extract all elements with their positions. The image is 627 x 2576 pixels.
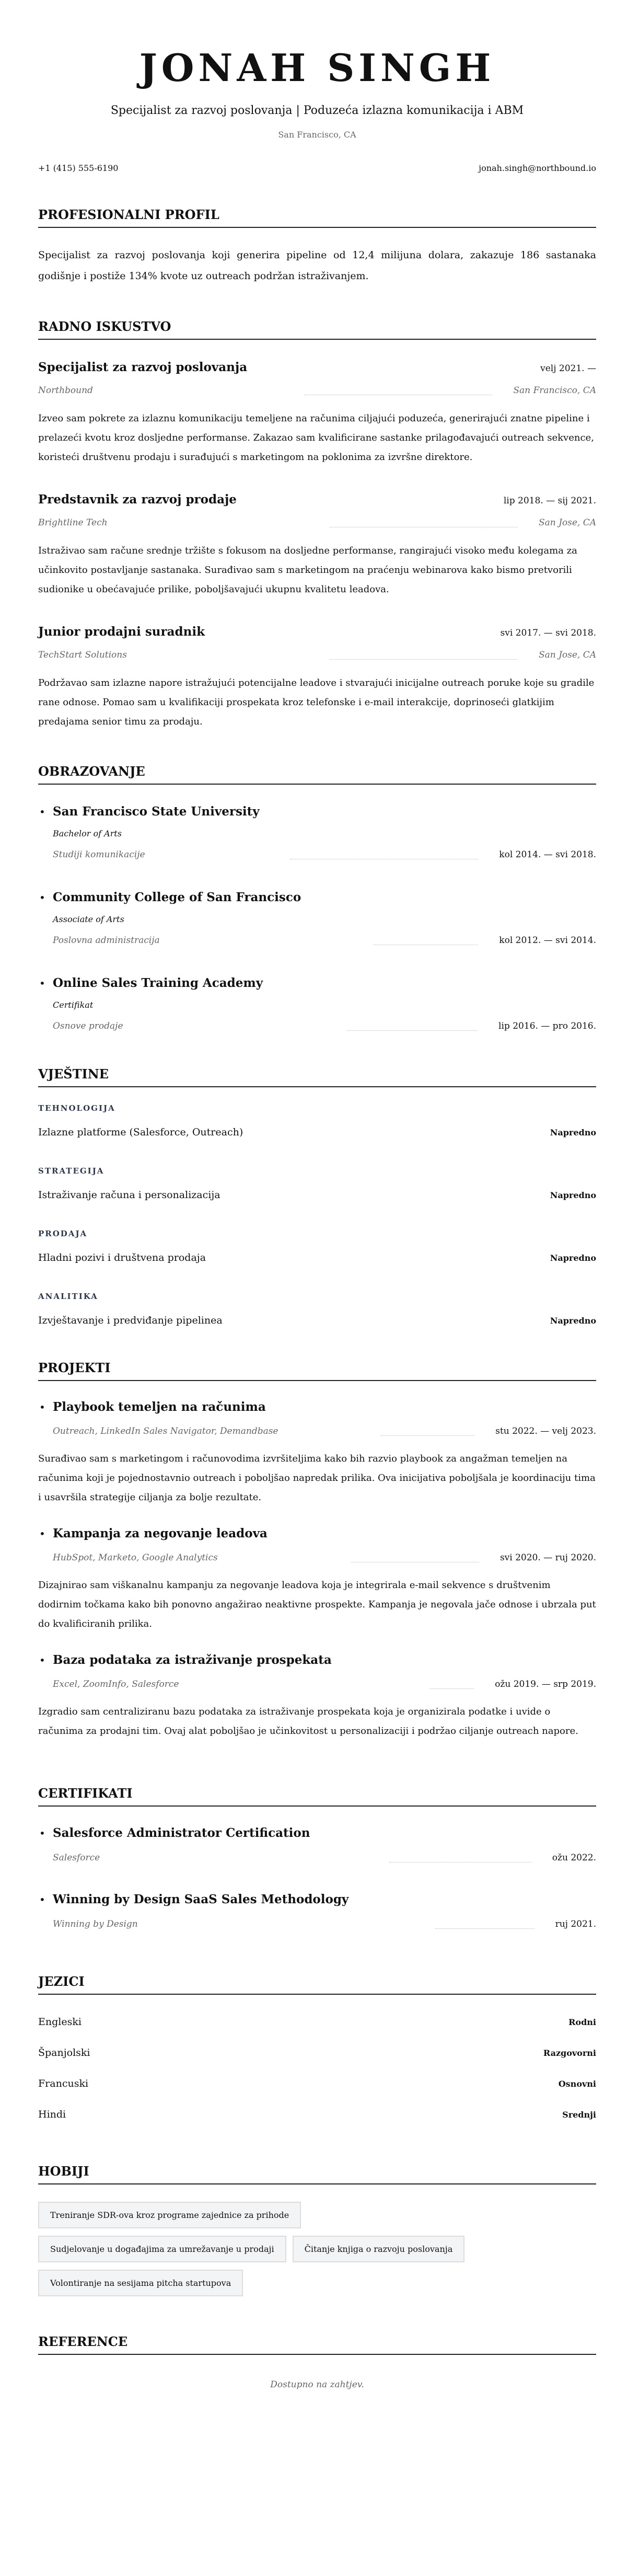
language-level: Rodni bbox=[568, 2017, 596, 2027]
education-dates: lip 2016. — pro 2016. bbox=[498, 1021, 596, 1031]
projects-section bbox=[38, 1360, 596, 1741]
bullet-icon: • bbox=[39, 891, 45, 904]
job-title: Junior prodajni suradnik bbox=[38, 625, 205, 639]
language-level: Srednji bbox=[562, 2110, 596, 2120]
job-dates: lip 2018. — sij 2021. bbox=[503, 496, 596, 506]
profile-text: Specijalist za razvoj poslovanja koji generira pipeline od 12,4 milijuna dolara, zakazuje 186 sastanaka godišnje i postiže 134% kvote uz outreach podržan istraživanjem. bbox=[38, 249, 596, 282]
hobby-tags bbox=[38, 2202, 596, 2296]
dotted-leader bbox=[429, 1688, 474, 1689]
project-tech: Excel, ZoomInfo, Salesforce bbox=[53, 1679, 179, 1689]
skill-level: Napredno bbox=[550, 1316, 596, 1326]
language-level: Razgovorni bbox=[543, 2048, 596, 2058]
job-dates: velj 2021. — bbox=[540, 363, 596, 374]
job-entry bbox=[38, 360, 596, 467]
skill-category: ANALITIKA bbox=[38, 1292, 98, 1301]
skill-row bbox=[38, 1314, 596, 1328]
hobbies-section bbox=[38, 2164, 596, 2296]
education-entry bbox=[38, 890, 596, 948]
job-entry bbox=[38, 492, 596, 599]
language-row bbox=[38, 2076, 596, 2092]
job-dates: svi 2017. — svi 2018. bbox=[500, 628, 596, 638]
project-title: Playbook temeljen na računima bbox=[53, 1400, 266, 1414]
project-tech: HubSpot, Marketo, Google Analytics bbox=[53, 1552, 218, 1563]
experience-section bbox=[38, 319, 596, 731]
dotted-leader bbox=[347, 1030, 478, 1031]
dotted-leader bbox=[330, 659, 518, 660]
resume bbox=[38, 0, 596, 2390]
candidate-name: JONAH SINGH bbox=[139, 45, 495, 90]
language-name: Francuski bbox=[38, 2078, 89, 2089]
bullet-icon: • bbox=[39, 1893, 45, 1906]
school-name: Online Sales Training Academy bbox=[53, 976, 263, 990]
section-heading: CERTIFIKATI bbox=[38, 1786, 596, 1807]
references-section bbox=[38, 2334, 596, 2390]
company: Northbound bbox=[38, 385, 93, 396]
degree: Certifikat bbox=[53, 1000, 94, 1010]
language-row bbox=[38, 2107, 596, 2123]
project-entry bbox=[38, 1652, 596, 1741]
section-heading: HOBIJI bbox=[38, 2164, 596, 2184]
references-text: Dostupno na zahtjev. bbox=[270, 2379, 364, 2390]
skill-name: Izlazne platforme (Salesforce, Outreach) bbox=[38, 1126, 243, 1138]
job-description: Podržavao sam izlazne napore istražujući potencijalne leadove i stvarajući inicijalne outreach poruke koje su gradile rane odnose. Pomao sam u kvalifikaciji prospekata kroz telefonske i e-mail interakcije, doprinoseći glatkijim predajama senior timu za prodaju. bbox=[38, 677, 595, 727]
bullet-icon: • bbox=[39, 806, 45, 818]
hobby-tag: Treniranje SDR-ova kroz programe zajednice za prihode bbox=[38, 2202, 301, 2228]
certificate-entry bbox=[38, 1892, 596, 1932]
hobby-tag: Sudjelovanje u događajima za umrežavanje u prodaji bbox=[38, 2236, 286, 2262]
school-name: San Francisco State University bbox=[53, 804, 260, 819]
headline: Specijalist za razvoj poslovanja | Poduzeća izlazna komunikacija i ABM bbox=[110, 104, 524, 117]
skill-level: Napredno bbox=[550, 1253, 596, 1263]
section-heading: RADNO ISKUSTVO bbox=[38, 319, 596, 340]
education-dates: kol 2012. — svi 2014. bbox=[499, 935, 596, 946]
job-entry bbox=[38, 624, 596, 731]
language-name: Hindi bbox=[38, 2109, 66, 2120]
email[interactable]: jonah.singh@northbound.io bbox=[479, 163, 596, 173]
company: TechStart Solutions bbox=[38, 650, 127, 660]
skill-level: Napredno bbox=[550, 1128, 596, 1137]
project-entry bbox=[38, 1526, 596, 1634]
field-of-study: Poslovna administracija bbox=[53, 935, 160, 946]
project-tech: Outreach, LinkedIn Sales Navigator, Demandbase bbox=[53, 1426, 278, 1436]
language-row bbox=[38, 2014, 596, 2030]
location: San Francisco, CA bbox=[278, 130, 356, 140]
section-heading: JEZICI bbox=[38, 1974, 596, 1995]
project-entry bbox=[38, 1399, 596, 1507]
section-heading: PROJEKTI bbox=[38, 1360, 596, 1381]
job-title: Specijalist za razvoj poslovanja bbox=[38, 360, 248, 374]
languages-section bbox=[38, 1974, 596, 2123]
dotted-leader bbox=[435, 1928, 535, 1929]
job-description: Izveo sam pokrete za izlaznu komunikaciju temeljene na računima ciljajući poduzeća, generirajući znatne pipeline i prelazeći kvotu kroz dosljedne performanse. Zakazao sam kvalificirane sastanke prilagođavajući outreach sekvence, koristeći društvenu prodaju i surađujući s marketingom na poklonima za izvršne direktore. bbox=[38, 413, 594, 463]
project-description: Dizajnirao sam viškanalnu kampanju za negovanje leadova koja je integrirala e-mail sekvence s društvenim dodirnim točkama kako bih ponovno angažirao neaktivne prospekte. Kampanja je negovala jače odnose i ubrzala put do kvalificiranih prilika. bbox=[38, 1580, 596, 1629]
certificate-title: Salesforce Administrator Certification bbox=[53, 1826, 310, 1840]
language-name: Španjolski bbox=[38, 2047, 90, 2058]
bullet-icon: • bbox=[39, 1527, 45, 1540]
skills-section bbox=[38, 1066, 596, 1328]
bullet-icon: • bbox=[39, 977, 45, 990]
certificate-entry bbox=[38, 1825, 596, 1866]
project-dates: svi 2020. — ruj 2020. bbox=[500, 1552, 596, 1563]
certificate-issuer: Winning by Design bbox=[53, 1919, 138, 1929]
job-description: Istraživao sam račune srednje tržište s fokusom na dosljedne performanse, rangirajući visoko među kolegama za učinkovito postavljanje sastanaka. Surađivao sam s marketingom na praćenju webinarova kako bismo pretvorili sudionike u obećavajuće prilike, poboljšavajući ukupnu kvalitetu leadova. bbox=[38, 545, 577, 595]
school-name: Community College of San Francisco bbox=[53, 890, 301, 904]
skill-name: Istraživanje računa i personalizacija bbox=[38, 1189, 220, 1201]
project-title: Baza podataka za istraživanje prospekata bbox=[53, 1653, 332, 1667]
project-description: Surađivao sam s marketingom i računovodima izvršiteljima kako bih razvio playbook za angažman temeljen na računima koji je pojednostavnio outreach i poboljšao napredak prilika. Ova inicijativa poboljšala je koordinaciju tima i usavršila strategije ciljanja za bolje rezultate. bbox=[38, 1453, 596, 1503]
contact-row bbox=[38, 162, 596, 175]
hobby-tag: Čitanje knjiga o razvoju poslovanja bbox=[293, 2236, 465, 2262]
skill-row bbox=[38, 1125, 596, 1140]
dotted-leader bbox=[380, 1435, 474, 1436]
job-location: San Jose, CA bbox=[538, 650, 596, 660]
skill-row bbox=[38, 1188, 596, 1202]
education-entry bbox=[38, 975, 596, 1034]
skill-row bbox=[38, 1251, 596, 1265]
skill-category: TEHNOLOGIJA bbox=[38, 1103, 115, 1113]
project-dates: ožu 2019. — srp 2019. bbox=[495, 1679, 596, 1689]
degree: Bachelor of Arts bbox=[53, 829, 122, 838]
bullet-icon: • bbox=[39, 1401, 45, 1413]
language-row bbox=[38, 2045, 596, 2061]
field-of-study: Studiji komunikacije bbox=[53, 849, 145, 860]
bullet-icon: • bbox=[39, 1827, 45, 1839]
certificate-title: Winning by Design SaaS Sales Methodology bbox=[53, 1892, 349, 1906]
section-heading: OBRAZOVANJE bbox=[38, 764, 596, 785]
certificate-date: ožu 2022. bbox=[552, 1853, 596, 1863]
job-location: San Jose, CA bbox=[538, 518, 596, 528]
bullet-icon: • bbox=[39, 1654, 45, 1666]
project-dates: stu 2022. — velj 2023. bbox=[495, 1426, 596, 1436]
education-section bbox=[38, 764, 596, 1034]
job-title: Predstavnik za razvoj prodaje bbox=[38, 492, 237, 507]
language-level: Osnovni bbox=[558, 2079, 596, 2089]
job-location: San Francisco, CA bbox=[513, 385, 596, 396]
profile-section bbox=[38, 207, 596, 286]
company: Brightline Tech bbox=[38, 518, 108, 528]
project-description: Izgradio sam centraliziranu bazu podataka za istraživanje prospekata koja je organizirala podatke i uvide o računima za prodajni tim. Ovaj alat poboljšao je učinkovitost u personalizaciji i podržao ciljanje outreach napore. bbox=[38, 1706, 578, 1736]
skill-name: Hladni pozivi i društvena prodaja bbox=[38, 1252, 206, 1263]
degree: Associate of Arts bbox=[53, 914, 124, 924]
certificate-issuer: Salesforce bbox=[53, 1853, 100, 1863]
skill-category: STRATEGIJA bbox=[38, 1166, 104, 1176]
section-heading: REFERENCE bbox=[38, 2334, 596, 2355]
education-entry bbox=[38, 804, 596, 862]
language-name: Engleski bbox=[38, 2016, 82, 2028]
resume-header bbox=[38, 0, 596, 175]
skill-name: Izvještavanje i predviđanje pipelinea bbox=[38, 1315, 223, 1326]
phone: +1 (415) 555-6190 bbox=[38, 163, 119, 173]
skill-category: PRODAJA bbox=[38, 1229, 88, 1238]
education-dates: kol 2014. — svi 2018. bbox=[499, 849, 596, 860]
project-title: Kampanja za negovanje leadova bbox=[53, 1526, 268, 1540]
skill-level: Napredno bbox=[550, 1190, 596, 1200]
section-heading: PROFESIONALNI PROFIL bbox=[38, 207, 596, 228]
hobby-tag: Volontiranje na sesijama pitcha startupova bbox=[38, 2270, 243, 2296]
field-of-study: Osnove prodaje bbox=[53, 1021, 123, 1031]
certificate-date: ruj 2021. bbox=[555, 1919, 596, 1929]
section-heading: VJEŠTINE bbox=[38, 1066, 596, 1087]
certificates-section bbox=[38, 1786, 596, 1932]
